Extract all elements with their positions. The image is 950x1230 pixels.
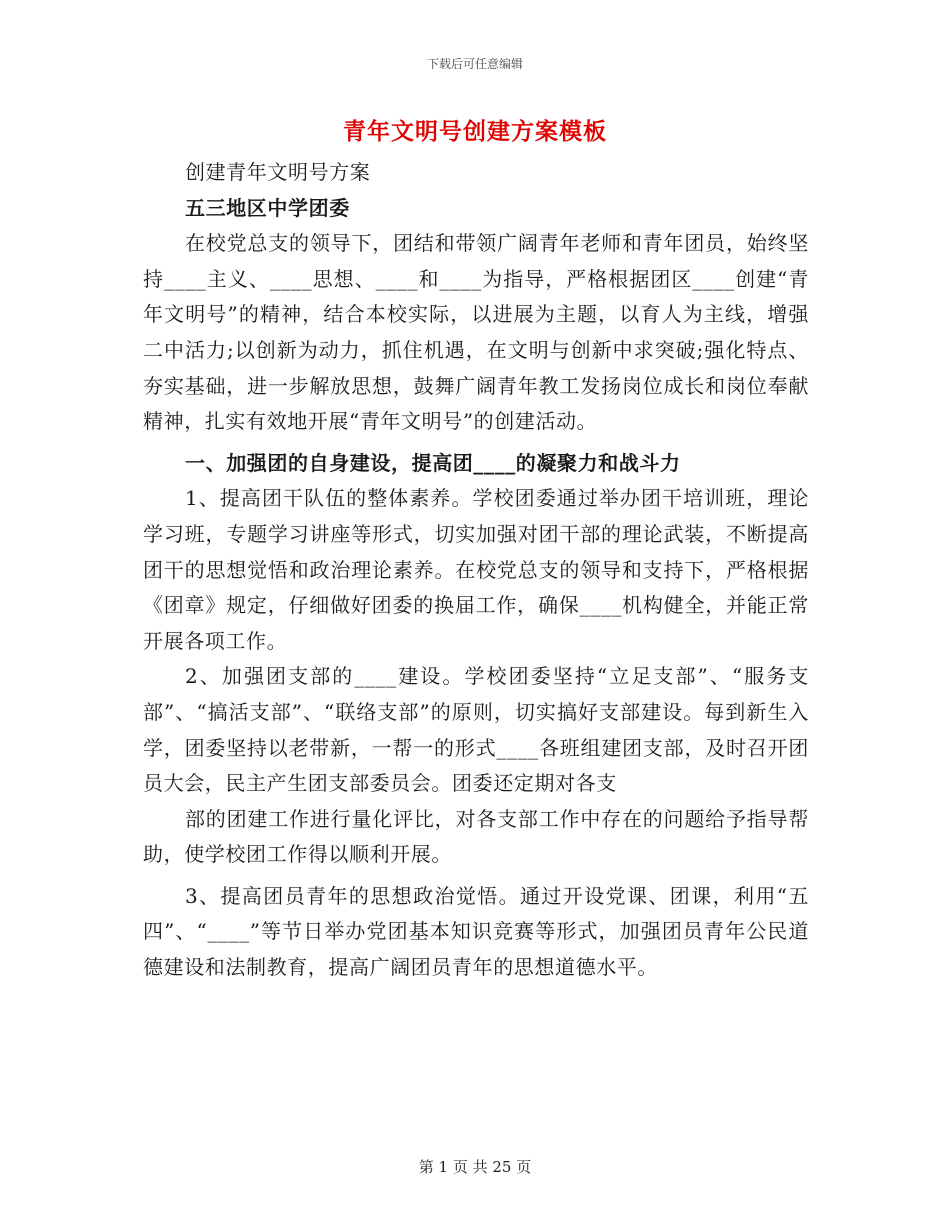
- document-body: [143, 155, 809, 986]
- section-heading-1: 一、加强团的自身建设，提高团____的凝聚力和战斗力: [185, 450, 681, 475]
- subtitle-paragraph: 创建青年文明号方案: [185, 160, 371, 184]
- document-title: 青年文明号创建方案模板: [343, 118, 607, 145]
- paragraph-item-3: 3、提高团员青年的思想政治觉悟。通过开设党课、团课，利用“五四”、“____”等节日举办党团基本知识竞赛等形式，加强团员青年公民道德建设和法制教育，提高广阔团员青年的思想道德水平。: [143, 883, 809, 980]
- intro-paragraph: 在校党总支的领导下，团结和带领广阔青年老师和青年团员，始终坚持____主义、____思想、____和____为指导，严格根据团区____创建“青年文明号”的精神，结合本校实际，以进展为主题，以育人为主线，增强二中活力;以创新为动力，抓住机遇，在文明与创新中求突破;强化特点、夯实基础，进一步解放思想，鼓舞广阔青年教工发扬岗位成长和岗位奉献精神，扎实有效地开展“青年文明号”的创建活动。: [143, 231, 809, 434]
- organization-line: 五三地区中学团委: [185, 195, 350, 220]
- page-footer: 第 1 页 共 25 页: [418, 1158, 532, 1176]
- header-note: 下载后可任意编辑: [426, 57, 523, 71]
- paragraph-item-2-cont: 部的团建工作进行量化评比，对各支部工作中存在的问题给予指导帮助，使学校团工作得以顺利开展。: [143, 806, 809, 867]
- paragraph-item-1: 1、提高团干队伍的整体素养。学校团委通过举办团干培训班，理论学习班，专题学习讲座等形式，切实加强对团干部的理论武装，不断提高团干的思想觉悟和政治理论素养。在校党总支的领导和支持下，严格根据《团章》规定，仔细做好团委的换届工作，确保____机构健全，并能正常开展各项工作。: [143, 486, 809, 653]
- paragraph-item-2: 2、加强团支部的____建设。学校团委坚持“立足支部”、“服务支部”、“搞活支部”、“联络支部”的原则，切实搞好支部建设。每到新生入学，团委坚持以老带新，一帮一的形式____各班组建团支部，及时召开团员大会，民主产生团支部委员会。团委还定期对各支: [143, 664, 809, 796]
